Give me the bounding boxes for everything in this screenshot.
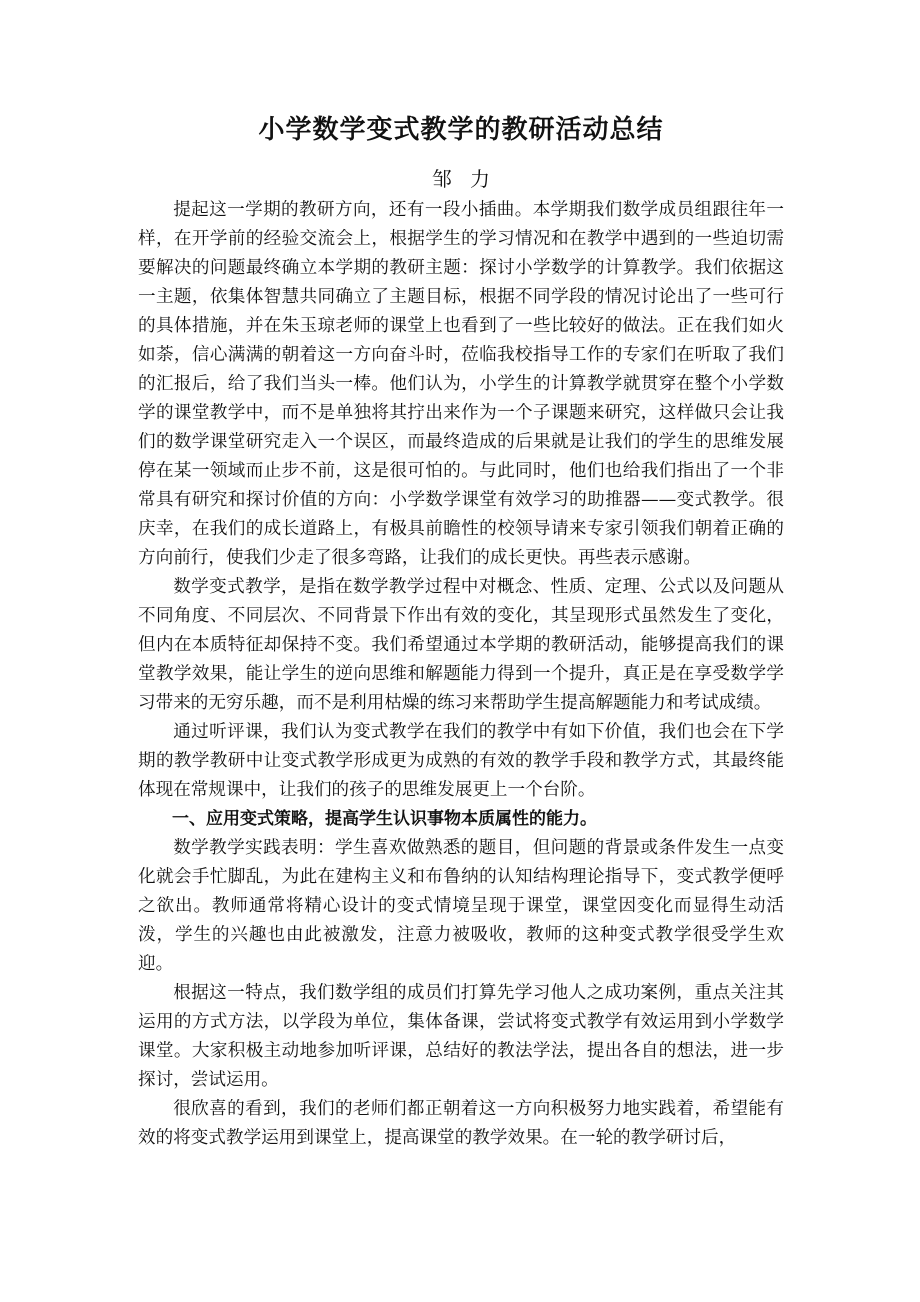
paragraph-4: 数学教学实践表明：学生喜欢做熟悉的题目，但问题的背景或条件发生一点变化就会手忙脚乱，为此在建构主义和布鲁纳的认知结构理论指导下，变式教学便呼之欲出。教师通常将精心设计的变式情境呈现于课堂，课堂因变化而显得生动活泼，学生的兴趣也由此被激发，注意力被吸收，教师的这种变式教学很受学生欢迎。 [138,838,784,974]
paragraph-5: 根据这一特点，我们数学组的成员们打算先学习他人之成功案例，重点关注其运用的方式方法，以学段为单位，集体备课，尝试将变式教学有效运用到小学数学课堂。大家积极主动地参加听评课，总结好的教法学法，提出各自的想法，进一步探讨，尝试运用。 [138,983,784,1090]
document-author: 邹力 [432,167,508,191]
paragraph-1: 提起这一学期的教研方向，还有一段小插曲。本学期我们数学成员组跟往年一样，在开学前的经验交流会上，根据学生的学习情况和在教学中遇到的一些迫切需要解决的问题最终确立本学期的教研主题：探讨小学数学的计算教学。我们依据这一主题，依集体智慧共同确立了主题目标，根据不同学段的情况讨论出了一些可行的具体措施，并在朱玉琼老师的课堂上也看到了一些比较好的做法。正在我们如火如荼，信心满满的朝着这一方向奋斗时，莅临我校指导工作的专家们在听取了我们的汇报后，给了我们当头一棒。他们认为，小学生的计算教学就贯穿在整个小学数学的课堂教学中，而不是单独将其拧出来作为一个子课题来研究，这样做只会让我们的数学课堂研究走入一个误区，而最终造成的后果就是让我们的学生的思维发展停在某一领域而止步不前，这是很可怕的。与此同时，他们也给我们指出了一个非常具有研究和探讨价值的方向：小学数学课堂有效学习的助推器——变式教学。很庆幸，在我们的成长道路上，有极具前瞻性的校领导请来专家引领我们朝着正确的方向前行，使我们少走了很多弯路，让我们的成长更快。再些表示感谢。 [138,200,784,568]
paragraph-3: 通过听评课，我们认为变式教学在我们的教学中有如下价值，我们也会在下学期的教学教研中让变式教学形成更为成熟的有效的教学手段和教学方式，其最终能体现在常规课中，让我们的孩子的思维发展更上一个台阶。 [138,722,784,800]
document-page [138,110,784,1153]
document-title: 小学数学变式教学的教研活动总结 [258,115,664,145]
section-heading-1: 一、应用变式策略，提高学生认识事物本质属性的能力。 [172,809,597,829]
paragraph-2: 数学变式教学，是指在数学教学过程中对概念、性质、定理、公式以及问题从不同角度、不同层次、不同背景下作出有效的变化，其呈现形式虽然发生了变化，但内在本质特征却保持不变。我们希望通过本学期的教研活动，能够提高我们的课堂教学效果，能让学生的逆向思维和解题能力得到一个提升，真正是在享受数学学习带来的无穷乐趣，而不是利用枯燥的练习来帮助学生提高解题能力和考试成绩。 [138,577,784,713]
paragraph-6: 很欣喜的看到，我们的老师们都正朝着这一方向积极努力地实践着，希望能有效的将变式教学运用到课堂上，提高课堂的教学效果。在一轮的教学研讨后， [138,1099,784,1148]
